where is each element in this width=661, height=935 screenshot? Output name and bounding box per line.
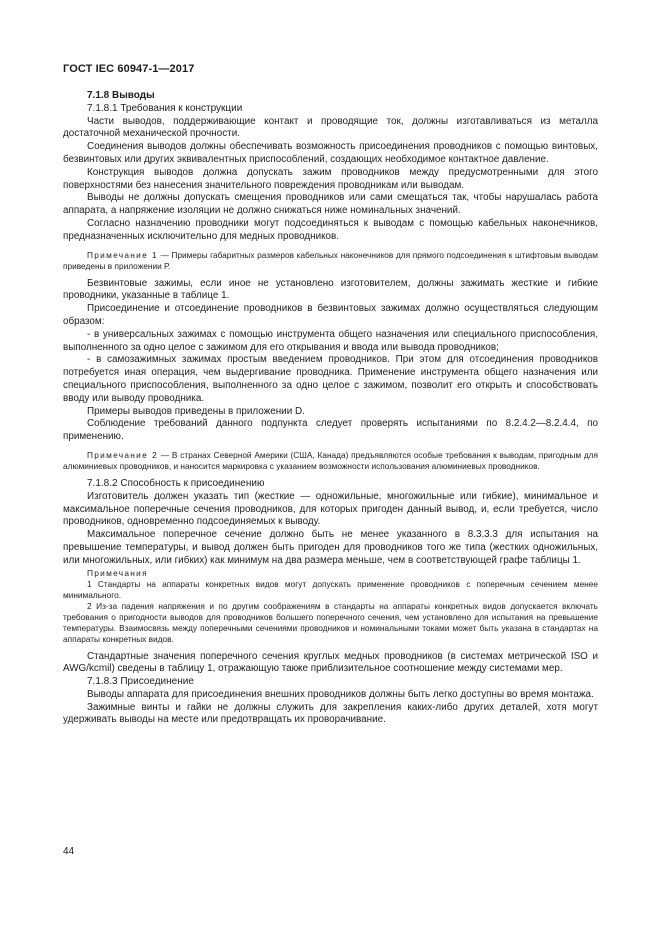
paragraph: Присоединение и отсоединение проводников в безвинтовых зажимах должно осуществляться следующим образом: — [63, 303, 598, 327]
note-item: 1 Стандарты на аппараты конкретных видов могут допускать применение проводников с поперечным сечением менее минимального. — [63, 578, 598, 600]
section-heading: 7.1.8 Выводы — [87, 90, 155, 101]
paragraph: Согласно назначению проводники могут подсоединяться к выводам с помощью кабельных наконечников, предназначенных исключительно для медных проводников. — [63, 217, 598, 242]
subsection-heading-connection: 7.1.8.3 Присоединение — [87, 676, 194, 688]
standard-header: ГОСТ IEC 60947-1—2017 — [63, 63, 195, 75]
paragraph: Изготовитель должен указать тип (жесткие — одножильные, многожильные или гибкие), минимальное и максимальное поперечные сечения проводников, для которых пригоден данный вывод, и, если требуется, число проводников, одновременно подсоединяемых к выводу. — [63, 490, 598, 528]
note-2 — [63, 450, 598, 472]
note-text: — Примеры габаритных размеров кабельных наконечников для прямого подсоединения к штифтовым выводам приведены в приложении Р. — [63, 249, 599, 271]
paragraph: Соблюдение требований данного подпункта следует проверять испытаниями по 8.2.4.2—8.2.4.4, по применению. — [63, 418, 598, 443]
paragraph: Зажимные винты и гайки не должны служить для закрепления каких-либо других деталей, хотя могут удерживать выводы на месте или предотвращать их проворачивание. — [63, 701, 598, 726]
paragraph: Безвинтовые зажимы, если иное не установлено изготовителем, должны зажимать жесткие и гибкие проводники, указанные в таблице 1. — [63, 277, 598, 302]
note-item: 2 Из-за падения напряжения и по другим соображениям в стандарты на аппараты конкретных видов допускается включать требования о пригодности выводов для проводников большего поперечного сечения, чем установлено для испытания на превышение температуры. Взаимосвязь между поперечными сечениями проводников и номинальными токами может быть указана в стандартах на аппараты конкретных видов. — [63, 600, 598, 644]
subsection-heading-capability: 7.1.8.2 Способность к присоединению — [87, 477, 265, 489]
list-item: - в самозажимных зажимах простым введением проводников. При этом для отсоединения проводников потребуется иная операция, чем выдергивание проводника. Применение инструмента общего назначения или специального приспособления, выполненного за одно целое с зажимом, позволит его открыть и способствовать вводу или выводу проводника. — [63, 354, 598, 404]
notes-heading: Примечания — [87, 567, 148, 578]
list-item: - в универсальных зажимах с помощью инструмента общего назначения или специального приспособления, выполненного за одно целое с зажимом для его открывания и ввода или вывода проводников; — [63, 328, 598, 353]
paragraph: Примеры выводов приведены в приложении D. — [87, 405, 305, 417]
subsection-heading-construction: 7.1.8.1 Требования к конструкции — [87, 102, 243, 114]
paragraph: Максимальное поперечное сечение должно быть не менее указанного в 8.3.3.3 для испытания на превышение температуры, и вывод должен быть пригоден для проводников того же типа (жестких одножильных, или многожильных, или гибких) как минимум на два размера меньше, чем в соответствующей графе таблицы 1. — [63, 529, 598, 566]
paragraph: Выводы аппарата для присоединения внешних проводников должны быть легко доступны во время монтажа. — [87, 688, 594, 700]
paragraph: Выводы не должны допускать смещения проводников или сами смещаться так, чтобы нарушалась работа аппарата, а напряжение изоляции не должно снижаться ниже номинальных значений. — [63, 192, 598, 217]
paragraph: Части выводов, поддерживающие контакт и проводящие ток, должны изготавливаться из металла достаточной механической прочности. — [63, 115, 598, 140]
note-label: Примечание 1 — [87, 249, 158, 260]
paragraph: Соединения выводов должны обеспечивать возможность присоединения проводников с помощью винтовых, безвинтовых или других эквивалентных приспособлений, создающих необходимое контактное давление. — [63, 141, 598, 165]
page-number: 44 — [63, 846, 75, 857]
main-text-column — [63, 90, 598, 727]
note-text: — В странах Северной Америки (США, Канада) предъявляются особые требования к выводам, пригодным для алюминиевых проводников, и наносится маркировка с указанием возможности использования алюминиевых проводников. — [63, 449, 598, 471]
paragraph: Стандартные значения поперечного сечения круглых медных проводников (в системах метрической ISO и AWG/kcmil) сведены в таблицу 1, отражающую также приблизительное соотношение между системами мер. — [63, 650, 598, 675]
note-1 — [63, 250, 598, 272]
note-label: Примечание 2 — [87, 449, 159, 460]
paragraph: Конструкция выводов должна допускать зажим проводников между предусмотренными для этого поверхностями без нанесения значительного повреждения проводникам или выводам. — [63, 166, 598, 191]
